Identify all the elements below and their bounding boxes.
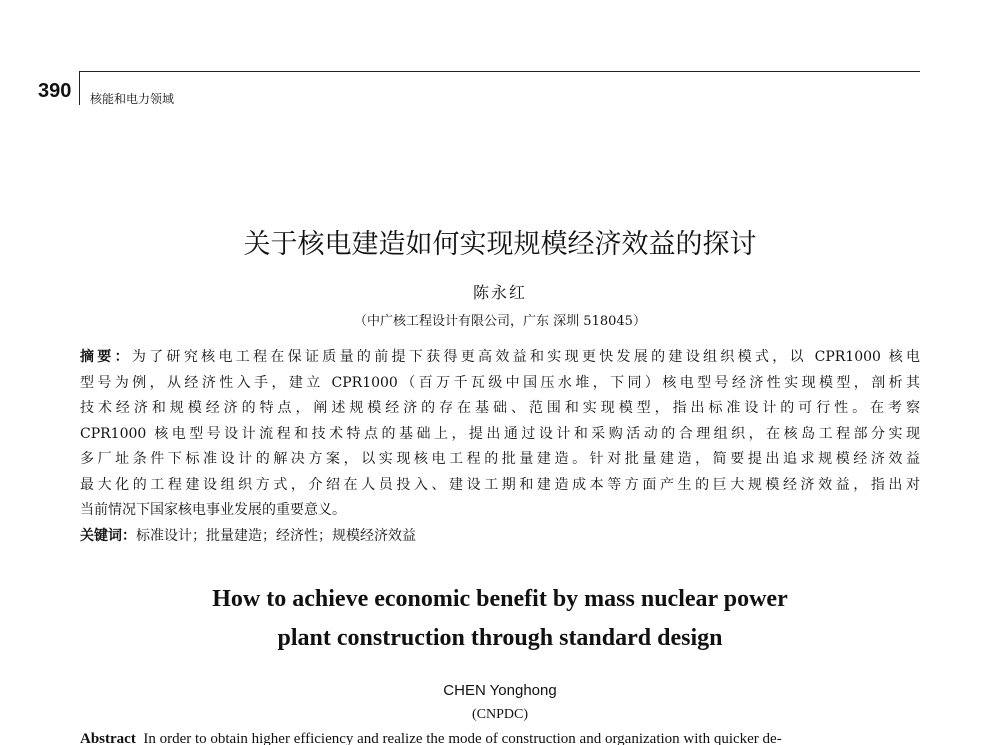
title-english-line: plant construction through standard design — [277, 625, 723, 651]
title-chinese: 关于核电建造如何实现规模经济效益的探讨 — [243, 229, 757, 260]
abstract-line: 摘要：为了研究核电工程在保证质量的前提下获得更高效益和实现更快发展的建设组织模式，以 CPR1000 核电 — [80, 349, 920, 365]
header-rule — [80, 71, 920, 72]
abstract-line: 型号为例，从经济性入手，建立 CPR1000（百万千瓦级中国压水堆，下同）核电型号经济性实现模型，剖析其 — [80, 375, 920, 391]
author-english: CHEN Yonghong — [443, 682, 557, 699]
keywords-chinese — [80, 525, 416, 545]
keywords-text: 标准设计；批量建造；经济性；规模经济效益 — [136, 528, 416, 544]
abstract-line: CPR1000 核电型号设计流程和技术特点的基础上，提出通过设计和采购活动的合理组织，在核岛工程部分实现 — [80, 426, 920, 442]
affiliation-chinese: （中广核工程设计有限公司，广东 深圳 518045） — [354, 314, 646, 329]
header-divider — [79, 71, 80, 105]
abstract-english: Abstract In order to obtain higher efficiency and realize the mode of construction and organization with quicker de- — [80, 731, 782, 745]
abstract-label: 摘要： — [80, 349, 132, 365]
abstract-en-label: Abstract — [80, 731, 136, 745]
abstract-line: 技术经济和规模经济的特点，阐述规模经济的存在基础、范围和实现模型，指出标准设计的可行性。在考察 — [80, 400, 920, 416]
keywords-label: 关键词： — [80, 528, 136, 544]
abstract-line: 当前情况下国家核电事业发展的重要意义。 — [80, 502, 346, 518]
page-number: 390 — [38, 80, 72, 102]
affiliation-english: (CNPDC) — [471, 707, 528, 722]
title-english-line: How to achieve economic benefit by mass nuclear power — [212, 586, 788, 612]
journal-section: 核能和电力领域 — [90, 92, 175, 106]
abstract-line: 最大化的工程建设组织方式，介绍在人员投入、建设工期和建造成本等方面产生的巨大规模经济效益，指出对 — [80, 477, 920, 493]
author-chinese: 陈永红 — [472, 283, 527, 302]
abstract-line: 多厂址条件下标准设计的解决方案，以实现核电工程的批量建造。针对批量建造，简要提出追求规模经济效益 — [80, 451, 920, 467]
